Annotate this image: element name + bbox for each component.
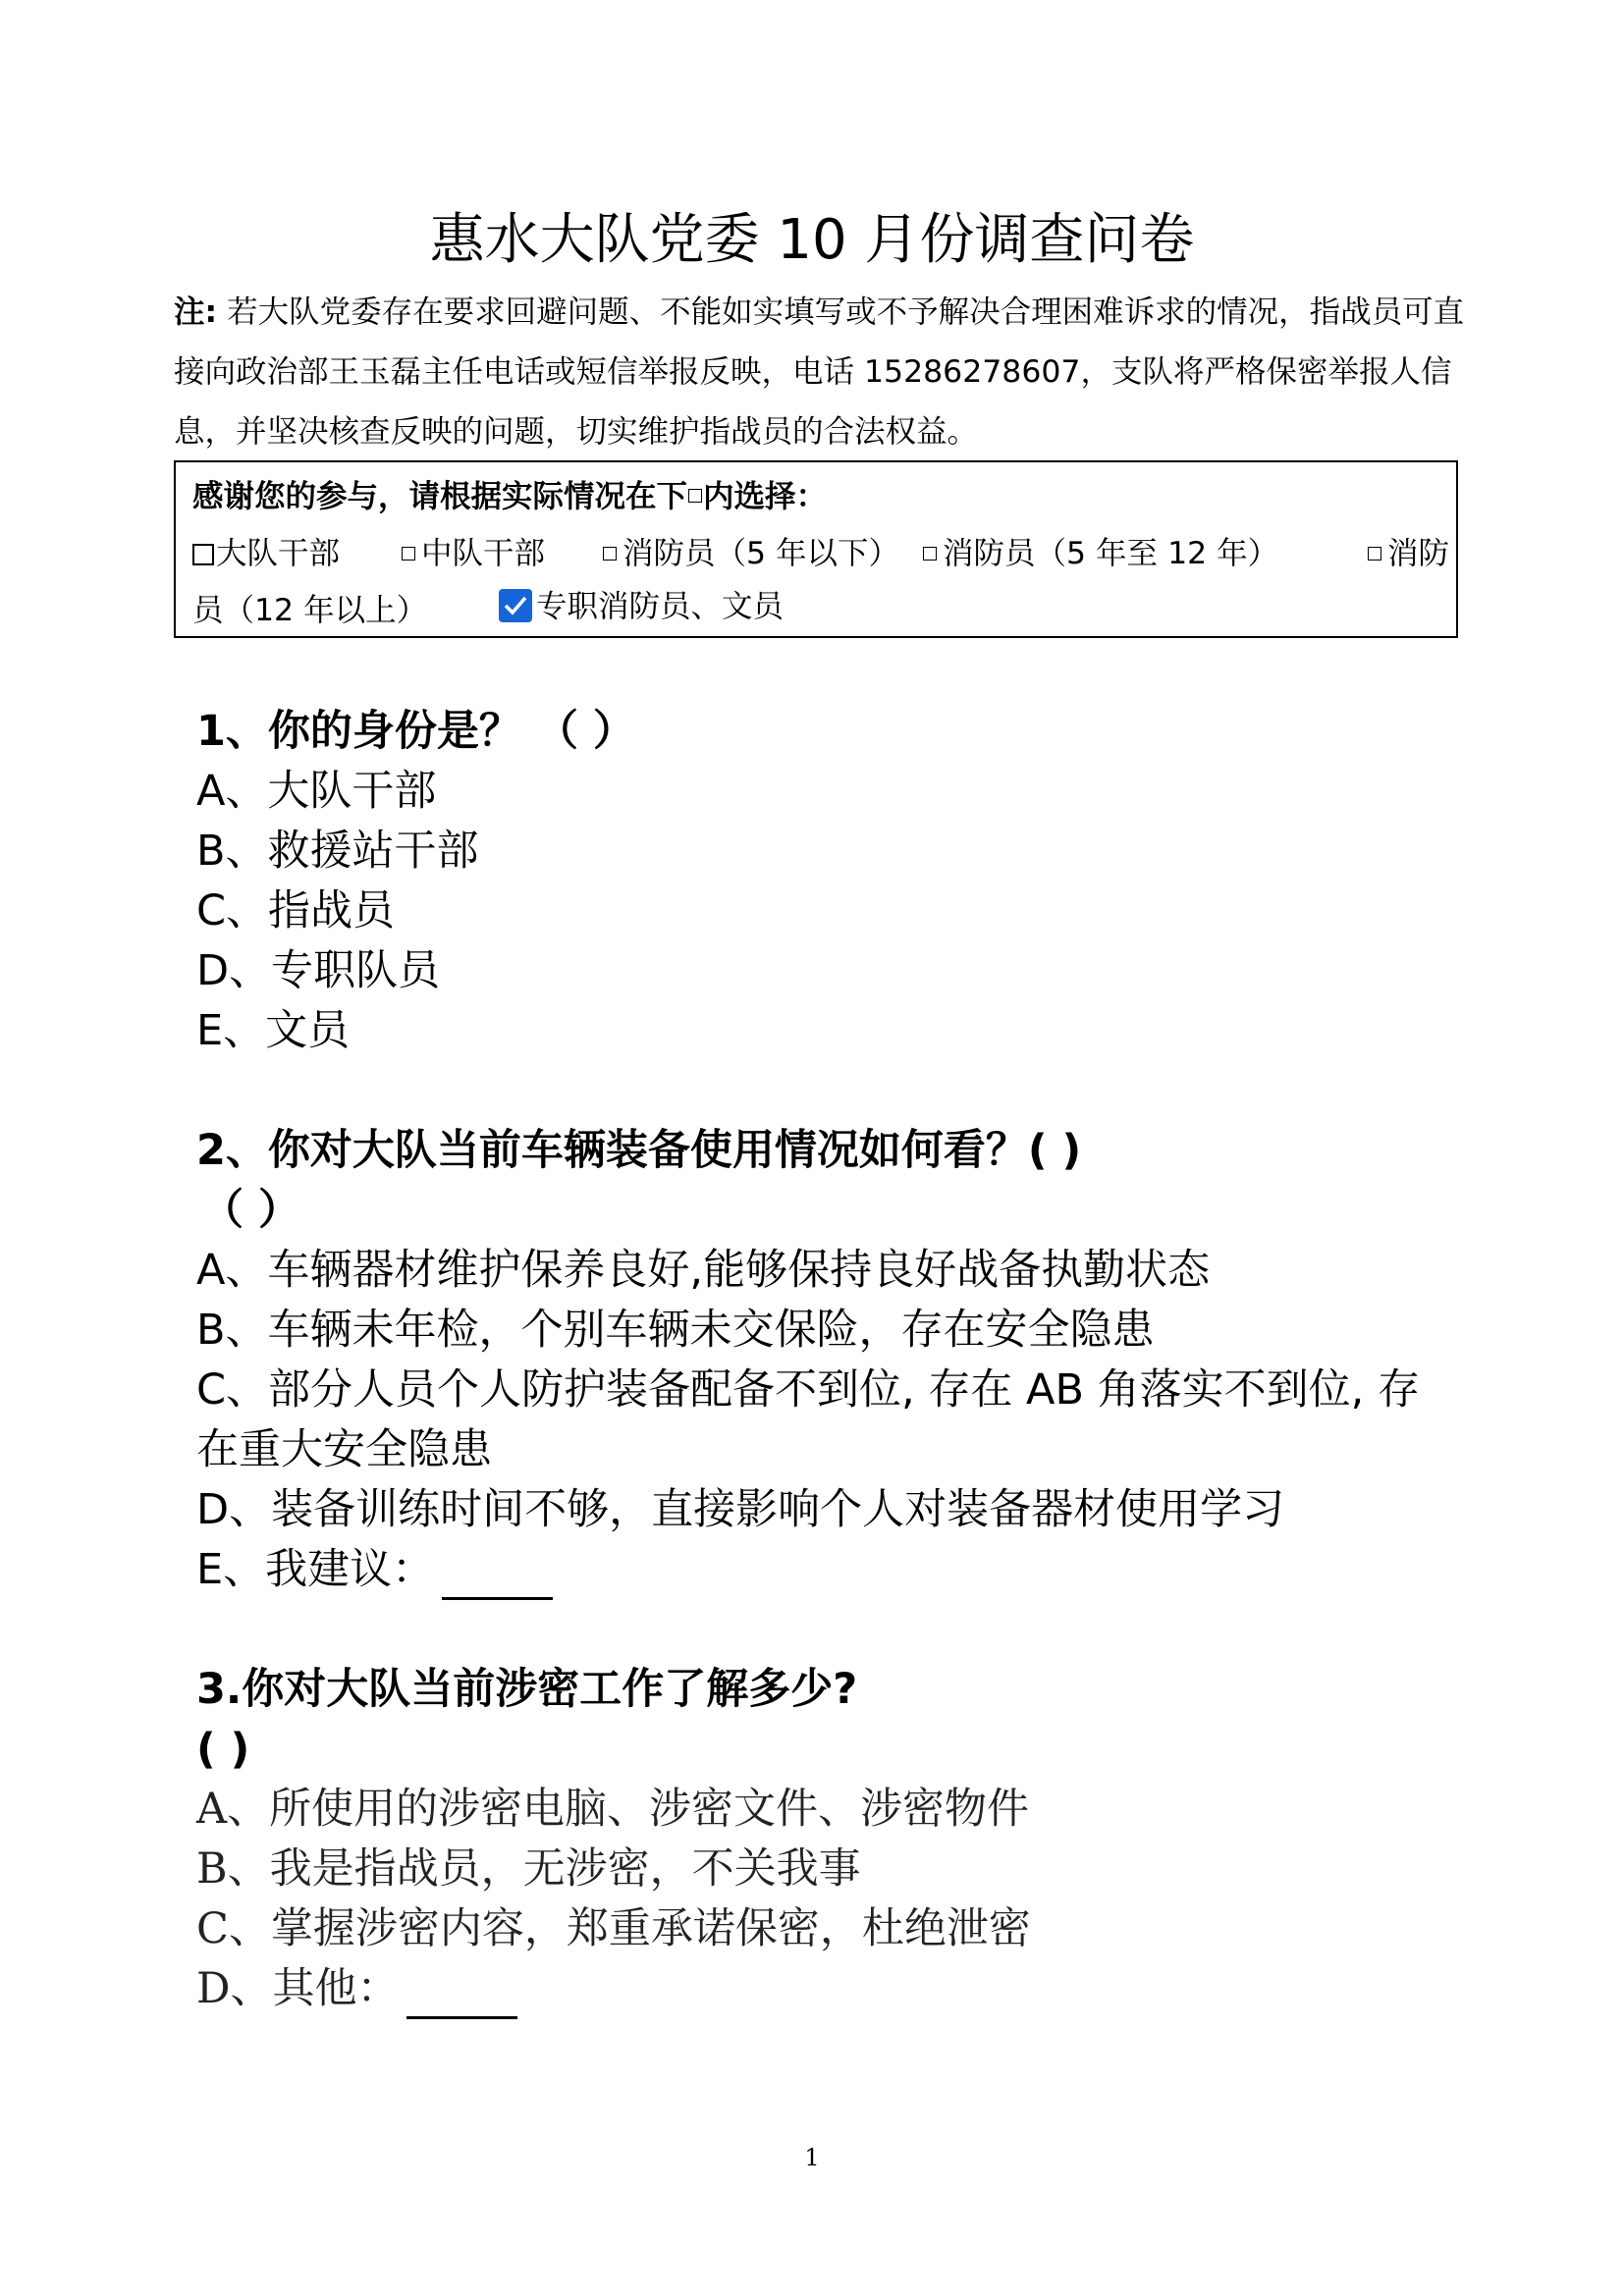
suggestion-blank[interactable] bbox=[442, 1554, 553, 1600]
question-1-option-d[interactable]: D、专职队员 bbox=[196, 946, 441, 995]
notice-label: 注: bbox=[174, 294, 218, 330]
question-2-option-c[interactable]: C、部分人员个人防护装备配备不到位, 存在 AB 角落实不到位, 存在重大安全隐患 bbox=[196, 1365, 1420, 1474]
question-2-option-b[interactable]: B、车辆未年检，个别车辆未交保险，存在安全隐患 bbox=[196, 1306, 1155, 1355]
notice-text: 若大队党委存在要求回避问题、不能如实填写或不予解决合理困难诉求的情况，指战员可直接向政治部王玉磊主任电话或短信举报反映，电话 15286278607，支队将严格保密举报人信息，并坚决核查反映的问题，切实维护指战员的合法权益。 bbox=[174, 294, 1465, 450]
option-firefighter-over-12-cont: 员（12 年以上） bbox=[192, 593, 428, 628]
option-firefighter-5-to-12[interactable]: 消防员（5 年至 12 年） bbox=[923, 529, 1278, 573]
question-1-option-c[interactable]: C、指战员 bbox=[196, 886, 396, 935]
option-squadron-cadre[interactable]: 中队干部 bbox=[402, 529, 545, 573]
question-1-option-e[interactable]: E、文员 bbox=[196, 1006, 351, 1055]
question-3-title-cont: ( ) bbox=[196, 1725, 250, 1774]
checkbox-icon[interactable] bbox=[603, 547, 617, 561]
checkbox-icon[interactable] bbox=[192, 544, 214, 565]
question-1-option-a[interactable]: A、大队干部 bbox=[196, 767, 437, 816]
checked-checkbox-icon[interactable] bbox=[499, 589, 532, 622]
other-blank[interactable] bbox=[406, 1973, 517, 2019]
question-3-title: 3.你对大队当前涉密工作了解多少? bbox=[196, 1665, 858, 1714]
question-3-option-d[interactable]: D、其他： bbox=[196, 1959, 517, 2019]
option-firefighter-over-12[interactable]: 消防 bbox=[1368, 529, 1449, 573]
page-title: 惠水大队党委 10 月份调查问卷 bbox=[429, 208, 1195, 272]
option-brigade-cadre[interactable]: 大队干部 bbox=[192, 529, 340, 573]
question-3-option-b[interactable]: B、我是指战员，无涉密，不关我事 bbox=[196, 1844, 861, 1894]
option-firefighter-under-5[interactable]: 消防员（5 年以下） bbox=[603, 529, 899, 573]
identity-prompt: 感谢您的参与，请根据实际情况在下 内选择： bbox=[192, 479, 828, 514]
question-2-title: 2、你对大队当前车辆装备使用情况如何看？( ) bbox=[196, 1126, 1082, 1175]
option-fulltime-clerk[interactable]: 专职消防员、文员 bbox=[499, 582, 784, 626]
question-1-title: 1、你的身份是？ （ ） bbox=[196, 707, 635, 756]
question-2-title-cont: （ ） bbox=[201, 1186, 300, 1235]
checkbox-glyph-icon bbox=[688, 489, 702, 503]
checkbox-icon[interactable] bbox=[1368, 547, 1381, 561]
page-number: 1 bbox=[804, 2144, 820, 2171]
question-3-option-c[interactable]: C、掌握涉密内容，郑重承诺保密，杜绝泄密 bbox=[196, 1904, 1031, 1953]
notice bbox=[174, 283, 1470, 462]
question-2-option-e[interactable]: E、我建议： bbox=[196, 1540, 553, 1600]
question-2-option-a[interactable]: A、车辆器材维护保养良好,能够保持良好战备执勤状态 bbox=[196, 1246, 1211, 1295]
question-2-option-d[interactable]: D、装备训练时间不够，直接影响个人对装备器材使用学习 bbox=[196, 1485, 1285, 1534]
checkbox-icon[interactable] bbox=[402, 547, 415, 561]
identity-box bbox=[174, 460, 1458, 638]
checkbox-icon[interactable] bbox=[923, 547, 937, 561]
question-1-option-b[interactable]: B、救援站干部 bbox=[196, 827, 479, 876]
question-3-option-a[interactable]: A、所使用的涉密电脑、涉密文件、涉密物件 bbox=[196, 1785, 1030, 1834]
